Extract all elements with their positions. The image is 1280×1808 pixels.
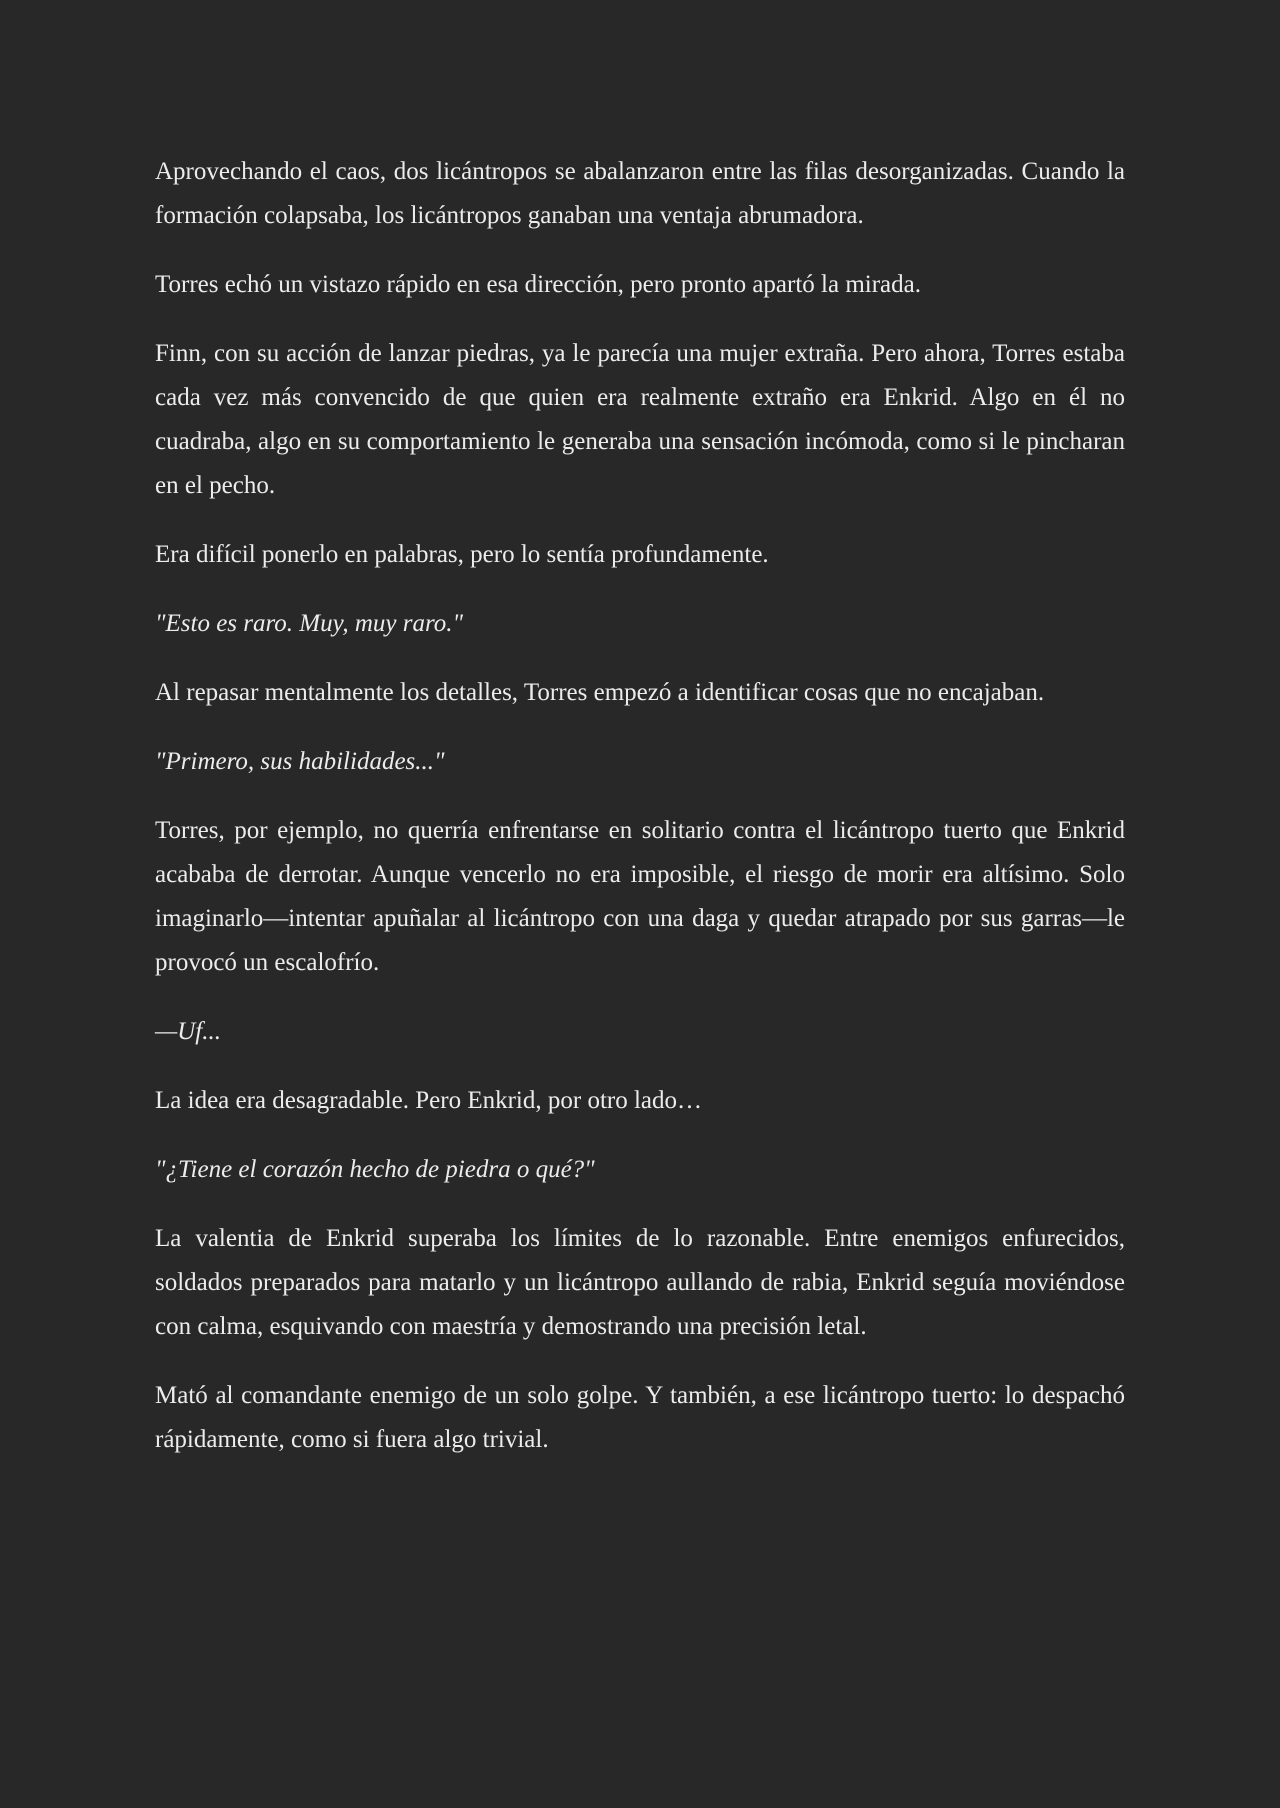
chapter-text <box>155 150 1125 1487</box>
paragraph: Aprovechando el caos, dos licántropos se abalanzaron entre las filas desorganizadas. Cuando la formación colapsaba, los licántropos ganaban una ventaja abrumadora. <box>155 158 1125 229</box>
thought-paragraph: "Esto es raro. Muy, muy raro." <box>155 610 464 637</box>
paragraph: Al repasar mentalmente los detalles, Torres empezó a identificar cosas que no encajaban. <box>155 679 1045 706</box>
paragraph: Torres echó un vistazo rápido en esa dirección, pero pronto apartó la mirada. <box>155 271 922 298</box>
paragraph: Mató al comandante enemigo de un solo golpe. Y también, a ese licántropo tuerto: lo despachó rápidamente, como si fuera algo trivial. <box>155 1382 1125 1453</box>
paragraph: La valentia de Enkrid superaba los límites de lo razonable. Entre enemigos enfurecidos, soldados preparados para matarlo y un licántropo aullando de rabia, Enkrid seguía moviéndose con calma, esquivando con maestría y demostrando una precisión letal. <box>155 1225 1125 1340</box>
paragraph: Era difícil ponerlo en palabras, pero lo sentía profundamente. <box>155 541 769 568</box>
thought-paragraph: "¿Tiene el corazón hecho de piedra o qué?" <box>155 1156 595 1183</box>
paragraph: Finn, con su acción de lanzar piedras, ya le parecía una mujer extraña. Pero ahora, Torres estaba cada vez más convencido de que quien era realmente extraño era Enkrid. Algo en él no cuadraba, algo en su comportamiento le generaba una sensación incómoda, como si le pincharan en el pecho. <box>155 340 1125 499</box>
thought-paragraph: "Primero, sus habilidades..." <box>155 748 445 775</box>
paragraph: La idea era desagradable. Pero Enkrid, por otro lado… <box>155 1087 703 1114</box>
paragraph: Torres, por ejemplo, no querría enfrentarse en solitario contra el licántropo tuerto que Enkrid acababa de derrotar. Aunque vencerlo no era imposible, el riesgo de morir era altísimo. Solo imaginarlo—intentar apuñalar al licántropo con una daga y quedar atrapado por sus garras—le provocó un escalofrío. <box>155 817 1125 976</box>
thought-paragraph: —Uf... <box>155 1018 221 1045</box>
